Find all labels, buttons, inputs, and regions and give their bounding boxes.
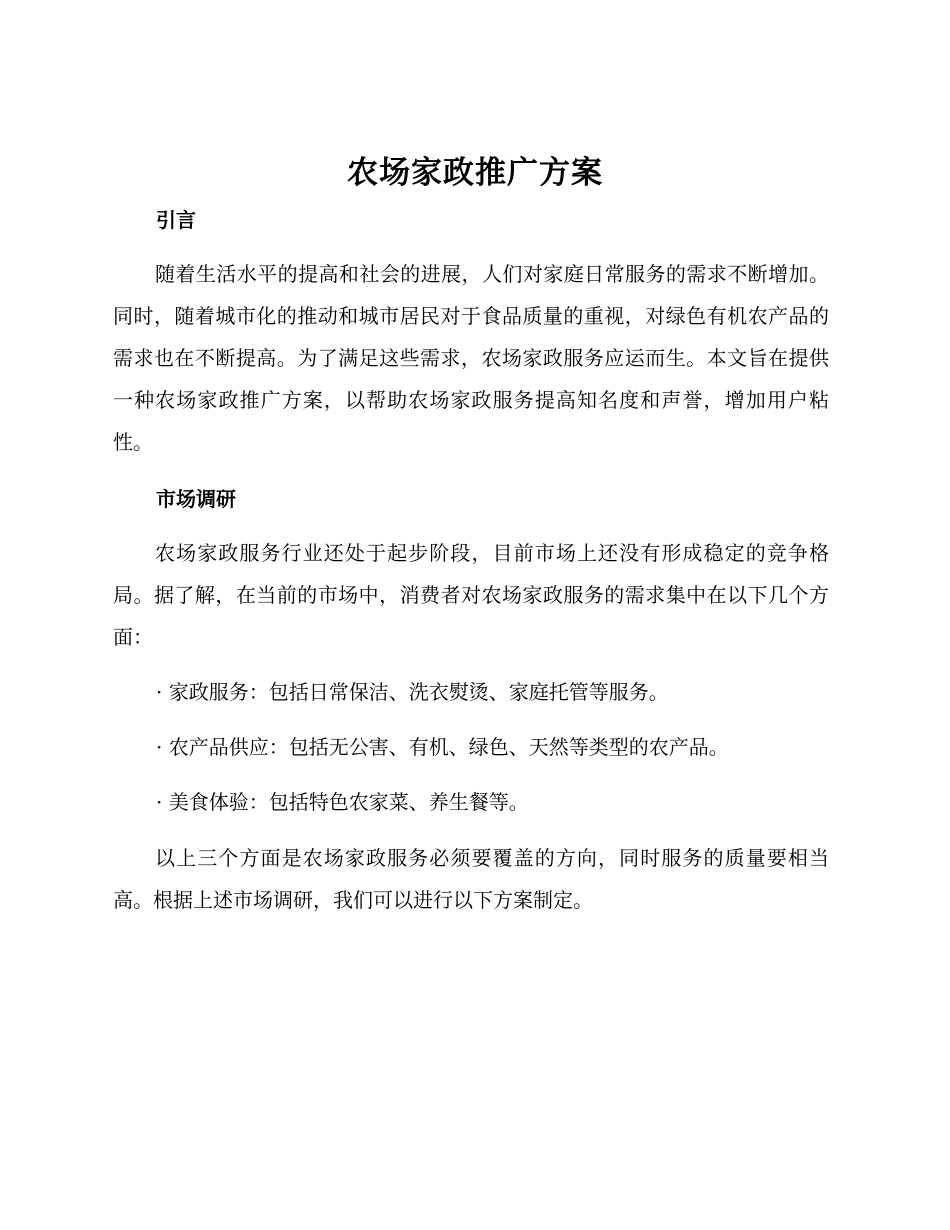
market-research-intro-paragraph: 农场家政服务行业还处于起步阶段，目前市场上还没有形成稳定的竞争格局。据了解，在当前的市场中，消费者对农场家政服务的需求集中在以下几个方面： bbox=[113, 541, 829, 649]
introduction-paragraph: 随着生活水平的提高和社会的进展，人们对家庭日常服务的需求不断增加。同时，随着城市化的推动和城市居民对于食品质量的重视，对绿色有机农产品的需求也在不断提高。为了满足这些需求，农场家政服务应运而生。本文旨在提供一种农场家政推广方案，以帮助农场家政服务提高知名度和声誉，增加用户粘性。 bbox=[113, 262, 829, 454]
section-heading-introduction: 引言 bbox=[156, 208, 196, 232]
section-heading-market-research: 市场调研 bbox=[156, 487, 236, 511]
bullet-item-housekeeping: · 家政服务：包括日常保洁、洗衣熨烫、家庭托管等服务。 bbox=[156, 680, 669, 704]
bullet-item-produce-supply: · 农产品供应：包括无公害、有机、绿色、天然等类型的农产品。 bbox=[156, 735, 729, 759]
bullet-item-food-experience: · 美食体验：包括特色农家菜、养生餐等。 bbox=[156, 790, 529, 814]
market-research-conclusion-paragraph: 以上三个方面是农场家政服务必须要覆盖的方向，同时服务的质量要相当高。根据上述市场调研，我们可以进行以下方案制定。 bbox=[113, 846, 829, 912]
document-title: 农场家政推广方案 bbox=[347, 155, 603, 191]
